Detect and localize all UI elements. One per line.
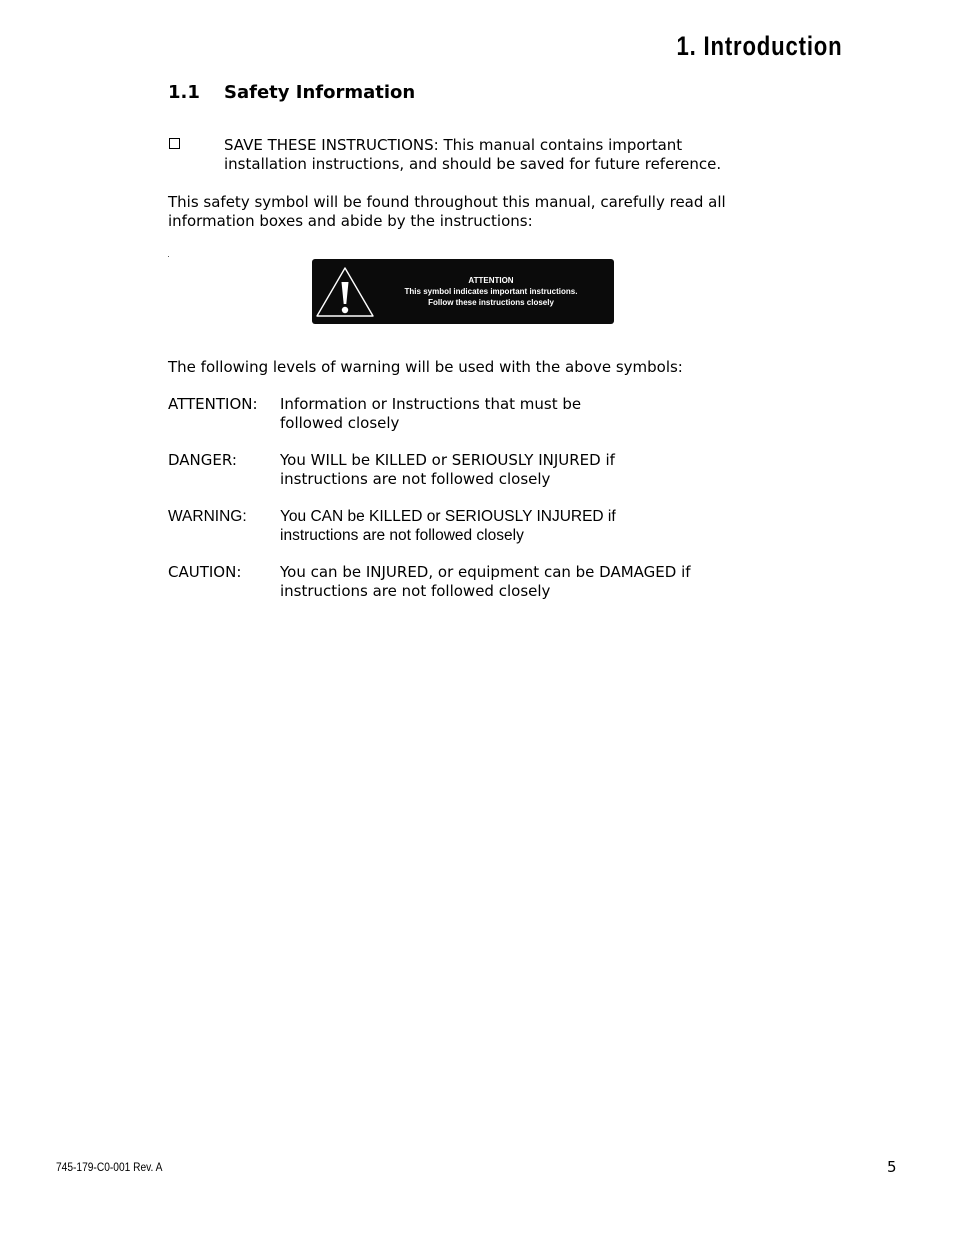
level-desc-line2: instructions are not followed closely (280, 582, 551, 600)
level-term: ATTENTION: (168, 395, 258, 413)
level-description (280, 451, 740, 489)
level-danger (168, 451, 768, 489)
level-description (280, 563, 740, 601)
intro-line2: information boxes and abide by the instructions: (168, 212, 533, 230)
levels-intro: The following levels of warning will be used with the above symbols: (168, 358, 683, 376)
warning-triangle-icon (314, 264, 376, 320)
level-desc-line1: You WILL be KILLED or SERIOUSLY INJURED if (280, 451, 615, 469)
attention-symbol-box (312, 259, 614, 324)
level-desc-line2: followed closely (280, 414, 400, 432)
level-description (280, 507, 740, 545)
attention-heading: ATTENTION (468, 276, 514, 285)
checkbox-bullet-icon (169, 138, 180, 149)
level-desc-line1: You can be INJURED, or equipment can be DAMAGED if (280, 563, 691, 581)
footer-doc-number: 745-179-C0-001 Rev. A (56, 1160, 163, 1174)
level-attention (168, 395, 768, 433)
level-term: WARNING: (168, 508, 247, 525)
section-number: 1.1 (168, 82, 200, 103)
section-title: Safety Information (224, 82, 416, 103)
level-term: CAUTION: (168, 563, 242, 581)
level-caution (168, 563, 768, 601)
level-desc-line2: instructions are not followed closely (280, 527, 524, 544)
intro-paragraph (168, 193, 768, 231)
level-desc-line1: Information or Instructions that must be (280, 395, 582, 413)
attention-text (374, 275, 608, 308)
save-instructions-item (168, 136, 768, 174)
attention-line2: Follow these instructions closely (428, 298, 554, 307)
section-heading (168, 82, 415, 103)
level-description (280, 395, 740, 433)
speck-mark (168, 256, 169, 257)
save-instructions-text (224, 136, 768, 174)
intro-line1: This safety symbol will be found throughout this manual, carefully read all (168, 193, 726, 211)
level-warning (168, 507, 768, 545)
level-desc-line2: instructions are not followed closely (280, 470, 551, 488)
level-desc-line1: You CAN be KILLED or SERIOUSLY INJURED if (280, 508, 616, 525)
attention-line1: This symbol indicates important instructions. (404, 287, 578, 296)
save-instructions-line2: installation instructions, and should be saved for future reference. (224, 155, 722, 173)
level-term: DANGER: (168, 451, 237, 469)
chapter-title: 1. Introduction (675, 31, 842, 61)
footer-page-number: 5 (887, 1158, 897, 1176)
save-instructions-line1: SAVE THESE INSTRUCTIONS: This manual contains important (224, 136, 683, 154)
